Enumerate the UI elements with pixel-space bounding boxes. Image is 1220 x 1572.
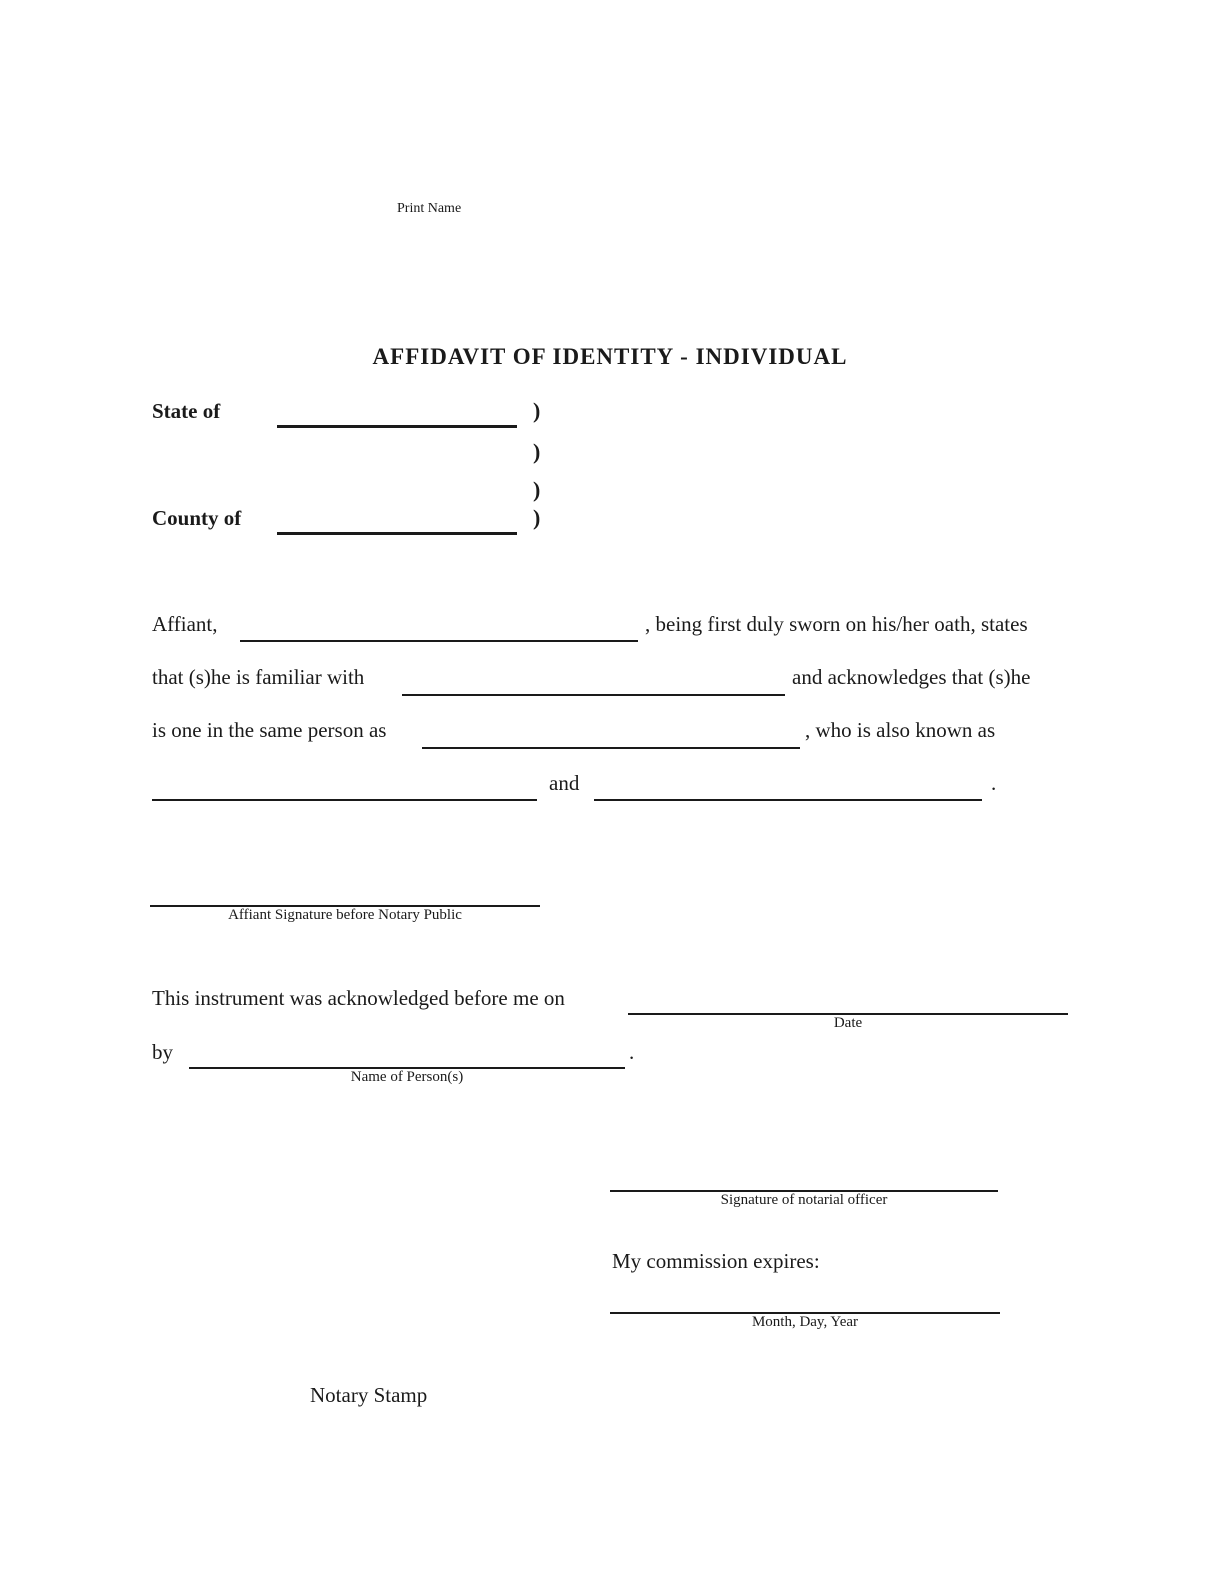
notary-signature-caption: Signature of notarial officer: [720, 1192, 888, 1208]
affiant-label: Affiant,: [152, 612, 218, 636]
aka-name-field-1[interactable]: [152, 774, 537, 801]
name-of-persons-caption: Name of Person(s): [350, 1069, 464, 1085]
acknowledges-text: and acknowledges that (s)he: [792, 665, 1031, 689]
affiant-signature-caption: Affiant Signature before Notary Public: [228, 907, 462, 923]
state-field[interactable]: [277, 400, 517, 428]
acknowledged-text: This instrument was acknowledged before me on: [152, 986, 565, 1010]
familiar-with-field[interactable]: [402, 669, 785, 696]
county-field[interactable]: [277, 507, 517, 535]
state-of-label: State of: [152, 399, 221, 423]
and-text: and: [549, 771, 580, 795]
same-person-field[interactable]: [422, 722, 800, 749]
commission-date-field[interactable]: [610, 1287, 1000, 1314]
venue-paren-2: ): [533, 439, 541, 464]
acknowledgment-date-field[interactable]: [628, 988, 1068, 1015]
document-title: AFFIDAVIT OF IDENTITY - INDIVIDUAL: [372, 344, 848, 369]
affiant-name-field[interactable]: [240, 615, 638, 642]
same-person-text: is one in the same person as: [152, 718, 387, 742]
aka-name-field-2[interactable]: [594, 774, 982, 801]
venue-paren-1: ): [533, 398, 541, 423]
county-of-label: County of: [152, 506, 242, 530]
venue-paren-4: ): [533, 505, 541, 530]
date-caption: Date: [833, 1015, 863, 1031]
commission-expires-label: My commission expires:: [612, 1249, 820, 1273]
venue-paren-3: ): [533, 477, 541, 502]
by-period: .: [629, 1040, 635, 1064]
notary-stamp-label: Notary Stamp: [310, 1383, 428, 1407]
also-known-as-text: , who is also known as: [805, 718, 996, 742]
notary-signature-field[interactable]: [610, 1165, 998, 1192]
print-name-caption: Print Name: [397, 201, 462, 216]
sworn-statement-text: , being first duly sworn on his/her oath, states: [645, 612, 1028, 636]
by-label: by: [152, 1040, 173, 1064]
affiant-signature-field[interactable]: [150, 880, 540, 907]
sentence-period: .: [991, 771, 997, 795]
familiar-with-text: that (s)he is familiar with: [152, 665, 365, 689]
person-names-field[interactable]: [189, 1042, 625, 1069]
month-day-year-caption: Month, Day, Year: [751, 1314, 859, 1330]
